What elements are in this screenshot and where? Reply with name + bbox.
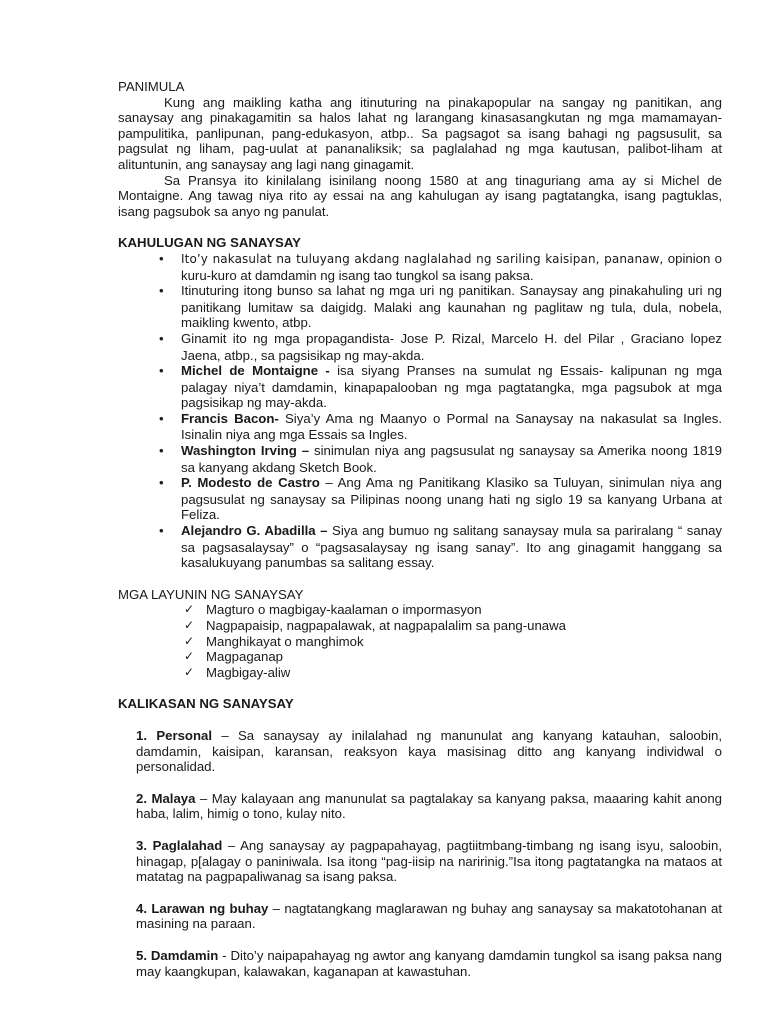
list-item: • Ginamit ito ng mga propagandista- Jose P. Rizal, Marcelo H. del Pilar , Graciano lopez Jaena, atbp., sa pagsisikap ng may-akda. [118,331,722,363]
checkmark-icon: ✓ [184,618,195,632]
checkmark-icon: ✓ [184,602,195,617]
list-item: ✓ Magpaganap [184,649,283,665]
list-item: ✓ Nagpapaisip, nagpapalawak, at nagpapalalim sa pang-unawa [184,618,566,633]
layunin-list [118,602,722,680]
checkmark-icon: ✓ [184,633,195,648]
list-item: • Alejandro G. Abadilla – Siya ang bumuo ng salitang sanaysay mula sa pariralang “ sanay sa pagsasalaysay” o “pagsasalaysay ng isang sanay”. Ito ang ginagamit hanggang sa kasalukuyang panumbas sa salitang essay. [118,523,722,571]
document-page [118,79,722,979]
list-item: 4. Larawan ng buhay – nagtatangkang maglarawan ng buhay ang sanaysay sa makatotohanan at masining na paraan. [136,900,722,932]
panimula-heading: PANIMULA [118,79,185,94]
checkmark-icon: ✓ [184,664,195,679]
kahulugan-list [118,251,722,571]
panimula-paragraph-1: Kung ang maikling katha ang itinuturing na pinakapopular na sangay ng panitikan, ang sanaysay ang pinakagamitin sa halos lahat ng larangang kinasasangkutan ng mga mamamayan- pampulitika, panlipunan, pang-edukasyon, atbp.. Sa pagsagot sa isang bahagi ng pagsusulit, sa pagsulat ng liham, pag-uulat at pananaliksik; sa paglalahad ng mga kautusan, palibot-liham at alituntunin, ang sanaysay ang lagi nang ginagamit. [118,94,722,172]
list-item: • Michel de Montaigne - isa siyang Pranses na sumulat ng Essais- kalipunan ng mga palagay niya’t damdamin, kinapapalooban ng mga pagtatangka, mga pagsubok at mga pagsisikap ng may-akda. [118,363,722,411]
kahulugan-heading: KAHULUGAN NG SANAYSAY [118,235,301,251]
list-item: 1. Personal – Sa sanaysay ay inilalahad ng manunulat ang kanyang katauhan, saloobin, damdamin, kaisipan, karansan, reaksyon kaya masisinag ditto ang kanyang individwal o personalidad. [136,727,722,775]
list-item: • Washington Irving – sinimulan niya ang pagsusulat ng sanaysay sa Amerika noong 1819 sa kanyang akdang Sketch Book. [118,443,722,475]
list-item: • Francis Bacon- Siya’y Ama ng Maanyo o Pormal na Sanaysay na nakasulat sa Ingles. Isinalin niya ang mga Essais sa Ingles. [118,411,722,443]
kalikasan-list [118,728,722,979]
kalikasan-heading: KALIKASAN NG SANAYSAY [118,696,294,712]
list-item: ✓ Manghikayat o manghimok [184,633,364,649]
layunin-heading: MGA LAYUNIN NG SANAYSAY [118,586,304,602]
list-item: 3. Paglalahad – Ang sanaysay ay pagpapahayag, pagtiitmbang-timbang ng isang isyu, saloobin, hinagap, p[alagay o paniniwala. Isa itong “pag-iisip na naririnig.”Isa itong pagtatangka na mataos at matatag na pagpapaliwanag sa isang paksa. [136,837,722,885]
list-item: ✓ Magturo o magbigay-kaalaman o impormasyon [184,602,482,618]
panimula-paragraph-2: Sa Pransya ito kinilalang isinilang noong 1580 at ang tinaguriang ama ay si Michel de Montaigne. Ang tawag niya rito ay essai na ang kahulugan ay isang pagtatangka, isang pagtuklas, isang pagsubok sa anyo ng panulat. [118,172,722,219]
list-item: ✓ Magbigay-aliw [184,664,291,680]
list-item: • Ito’y nakasulat na tuluyang akdang naglalahad ng sariling kaisipan, pananaw, opinion o kuru-kuro at damdamin ng isang tao tungkol sa isang paksa. [118,251,722,283]
checkmark-icon: ✓ [184,649,195,664]
list-item: • P. Modesto de Castro – Ang Ama ng Panitikang Klasiko sa Tuluyan, sinimulan niya ang pagsusulat ng sanaysay sa Pilipinas noong unang hati ng siglo 19 sa kanyang Urbana at Feliza. [118,475,722,523]
list-item: 2. Malaya – May kalayaan ang manunulat sa pagtalakay sa kanyang paksa, maaaring kahit anong haba, lalim, himig o tono, kulay nito. [136,790,722,822]
list-item: • Itinuturing itong bunso sa lahat ng mga uri ng panitikan. Sanaysay ang pinakahuling uri ng panitikang lumitaw sa daigidg. Malaki ang kaunahan ng paglitaw ng tula, dula, nobela, maikling kwento, atbp. [118,283,722,331]
list-item: 5. Damdamin - Dito’y naipapahayag ng awtor ang kanyang damdamin tungkol sa isang paksa nang may kaangkupan, kalawakan, kaganapan at kawastuhan. [136,947,722,979]
